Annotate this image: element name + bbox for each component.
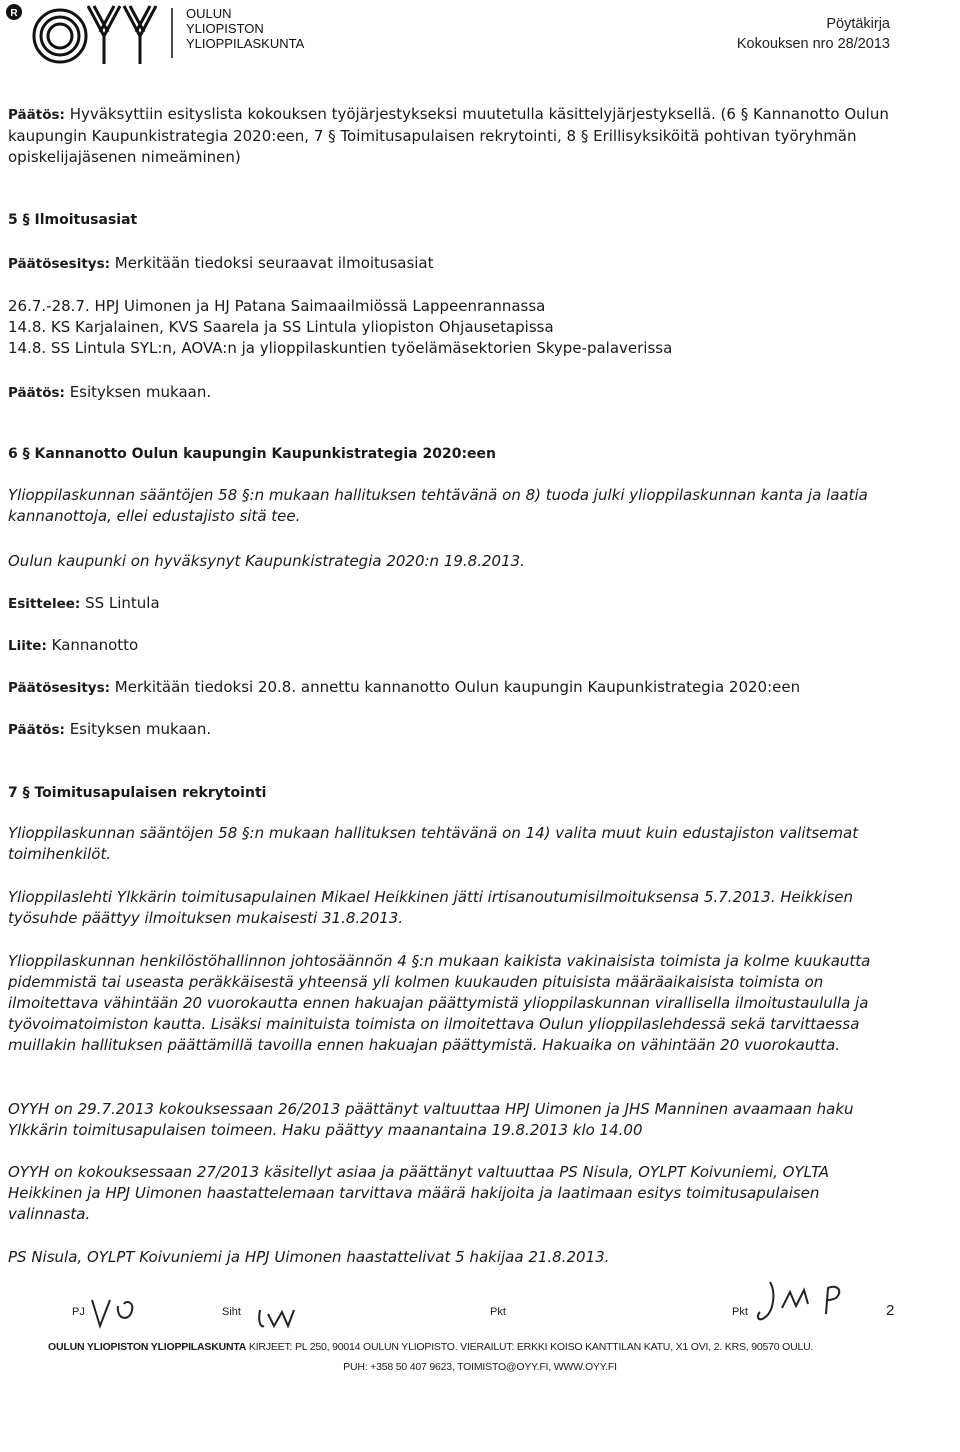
proposal-text: Merkitään tiedoksi 20.8. annettu kannanotto Oulun kaupungin Kaupunkistrategia 2020:een xyxy=(110,678,801,696)
decision-label: Päätös: xyxy=(8,385,65,401)
section-7-paragraph-3: Ylioppilaskunnan henkilöstöhallinnon johtosäännön 4 §:n mukaan kaikista vakinaisista toimista ja kolme kuukautta pidemmistä tai useasta peräkkäisestä yhteensä yli kolmen kuukauden pituisista määräaikaisista toimista on ilmoitettava vähintään 20 vuorokautta ennen hakuajan päättymistä ylioppilaskunnan virallisella ilmoitustaululla ja työvoimatoimiston kautta. Lisäksi mainituista toimista on ilmoitettava Oulun ylioppilaslehdessä sekä tarvittaessa muillakin hallituksen päättämillä tavoilla ennen hakuajan päättymistä. Hakuaika on vähintään 20 vuorokautta. xyxy=(8,952,871,1054)
document-type: Pöytäkirja xyxy=(826,16,890,32)
section-7-paragraph-1: Ylioppilaskunnan sääntöjen 58 §:n mukaan hallituksen tehtävänä on 14) valita muut kuin edustajiston valitsemat toimihenkilöt. xyxy=(8,824,859,863)
section-5-items xyxy=(8,296,898,359)
decision-text: Esityksen mukaan. xyxy=(64,383,212,401)
footer-org: OULUN YLIOPISTON YLIOPPILASKUNTA xyxy=(48,1341,247,1353)
proposal-text: Merkitään tiedoksi seuraavat ilmoitusasiat xyxy=(110,254,434,272)
siht-label: Siht xyxy=(222,1306,241,1318)
decision-label: Päätös: xyxy=(8,107,65,123)
footer-address-text: KIRJEET: PL 250, 90014 OULUN YLIOPISTO. VIERAILUT: ERKKI KOISO KANTTILAN KATU, X1 OVI, 2. KRS, 90570 OULU. xyxy=(246,1341,814,1353)
decision-label: Päätös: xyxy=(8,722,65,738)
section-7-paragraph-4: OYYH on 29.7.2013 kokouksessaan 26/2013 päättänyt valtuuttaa HPJ Uimonen ja JHS Manninen avaamaan haku Ylkkärin toimitusapulaisen toimeen. Haku päättyy maanantaina 19.8.2013 klo 14.00 xyxy=(8,1100,854,1139)
decision-text: Hyväksyttiin esityslista kokouksen työjärjestykseksi muutetulla käsittelyjärjestyksellä. (6 § Kannanotto Oulun kaupungin Kaupunkistrategia 2020:een, 7 § Toimitusapulaisen rekrytointi, 8 § Erillisyksiköitä pohtivan työryhmän opiskelijajäsenen nimeäminen) xyxy=(8,105,889,166)
meeting-number: Kokouksen nro 28/2013 xyxy=(736,36,890,52)
section-5-heading: 5 § Ilmoitusasiat xyxy=(8,212,138,228)
pj-label: PJ xyxy=(72,1306,85,1318)
section-5-decision xyxy=(8,382,898,404)
section-5-proposal xyxy=(8,253,898,275)
presenter-text: SS Lintula xyxy=(80,594,160,612)
proposal-label: Päätösesitys: xyxy=(8,256,111,272)
section-7-heading: 7 § Toimitusapulaisen rekrytointi xyxy=(8,785,267,801)
section-6-decision xyxy=(8,719,898,741)
section-6-paragraph-2: Oulun kaupunki on hyväksynyt Kaupunkistrategia 2020:n 19.8.2013. xyxy=(8,552,525,570)
list-item: 26.7.-28.7. HPJ Uimonen ja HJ Patana Saimaailmiössä Lappeenrannassa xyxy=(8,297,546,315)
section-6-attachment xyxy=(8,635,898,657)
org-line-1: OULUN xyxy=(186,6,232,21)
footer-contact: PUH: +358 50 407 9623, TOIMISTO@OYY.FI, WWW.OYY.FI xyxy=(343,1361,617,1373)
oyy-logo-mark xyxy=(0,0,180,66)
attachment-label: Liite: xyxy=(8,638,47,654)
section-6-proposal xyxy=(8,677,898,699)
proposal-label: Päätösesitys: xyxy=(8,680,111,696)
siht-signature xyxy=(256,1304,300,1334)
pkt-label-1: Pkt xyxy=(490,1306,506,1318)
pj-signature xyxy=(88,1296,138,1332)
org-line-3: YLIOPPILASKUNTA xyxy=(186,36,305,51)
footer-address xyxy=(48,1341,908,1353)
decision-text: Esityksen mukaan. xyxy=(64,720,212,738)
list-item: 14.8. KS Karjalainen, KVS Saarela ja SS Lintula yliopiston Ohjausetapissa xyxy=(8,318,554,336)
section-7-paragraph-2: Ylioppilaslehti Ylkkärin toimitusapulainen Mikael Heikkinen jätti irtisanoutumisilmoituksensa 5.7.2013. Heikkisen työsuhde päättyy ilmoituksen mukaisesti 31.8.2013. xyxy=(8,888,854,927)
section-6-presenter xyxy=(8,593,898,615)
org-line-2: YLIOPISTON xyxy=(186,21,264,36)
section-7-paragraph-5: OYYH on kokouksessaan 27/2013 käsitellyt asiaa ja päättänyt valtuuttaa PS Nisula, OYLPT Koivuniemi, OYLTA Heikkinen ja HPJ Uimonen haastattelemaan tarvittava määrä hakijoita ja laatimaan esitys toimitusapulaisen valinnasta. xyxy=(8,1163,830,1223)
page-number: 2 xyxy=(886,1302,895,1319)
svg-text:R: R xyxy=(10,8,18,19)
list-item: 14.8. SS Lintula SYL:n, AOVA:n ja ylioppilaskuntien työelämäsektorien Skype-palaverissa xyxy=(8,339,673,357)
pkt-signature xyxy=(756,1278,860,1328)
section-7-paragraph-6: PS Nisula, OYLPT Koivuniemi ja HPJ Uimonen haastattelivat 5 hakijaa 21.8.2013. xyxy=(8,1248,610,1266)
pkt-label-2: Pkt xyxy=(732,1306,748,1318)
attachment-text: Kannanotto xyxy=(46,636,139,654)
signature-row xyxy=(0,1298,960,1338)
section-6-heading: 6 § Kannanotto Oulun kaupungin Kaupunkistrategia 2020:een xyxy=(8,446,496,462)
section-6-paragraph-1: Ylioppilaskunnan sääntöjen 58 §:n mukaan hallituksen tehtävänä on 8) tuoda julki ylioppilaskunnan kanta ja laatia kannanottoja, ellei edustajisto sitä tee. xyxy=(8,486,868,525)
agenda-decision xyxy=(8,104,898,168)
presenter-label: Esittelee: xyxy=(8,596,81,612)
org-name xyxy=(186,6,304,51)
document-header xyxy=(737,14,890,54)
